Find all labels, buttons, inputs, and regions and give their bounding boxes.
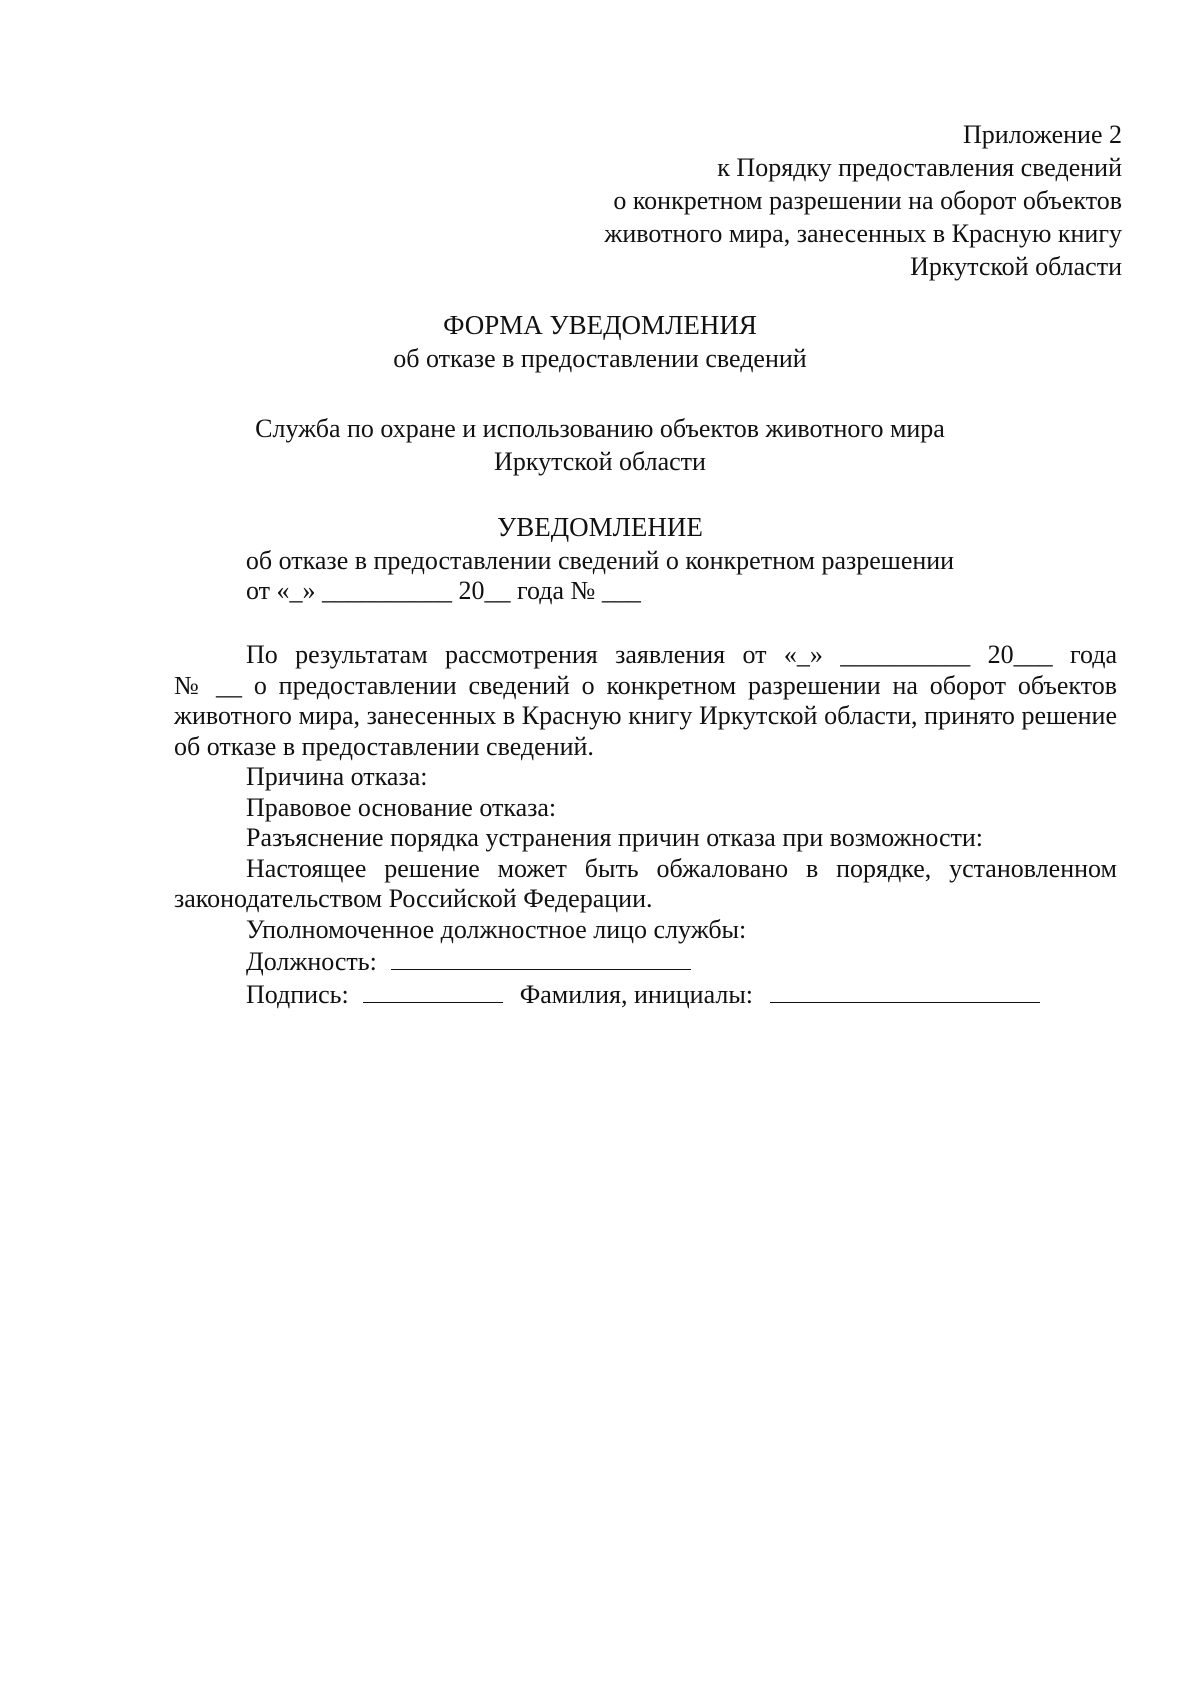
signature-row	[174, 978, 1117, 1011]
appendix-line: Приложение 2	[962, 120, 1122, 149]
refusal-reason: Причина отказа:	[246, 762, 428, 791]
legal-basis: Правовое основание отказа:	[246, 792, 557, 822]
appendix-line: Иркутской области	[910, 252, 1122, 281]
name-label: Фамилия, инициалы:	[519, 979, 754, 1009]
appendix-line: животного мира, занесенных в Красную книгу	[604, 219, 1122, 248]
appendix-header	[604, 118, 1122, 283]
notice-heading: УВЕДОМЛЕНИЕ	[497, 512, 703, 542]
paragraph-first-line: По результатам рассмотрения заявления от «_» __________ 20___ года	[246, 640, 1117, 669]
signature-blank-line	[363, 978, 503, 1003]
appeal-notice: Настоящее решение может быть обжаловано в порядке, установленном законодательством Российской Федерации.	[174, 853, 1117, 913]
notice-title	[0, 510, 1200, 578]
authorized-official: Уполномоченное должностное лицо службы:	[246, 914, 747, 944]
position-row	[174, 945, 1117, 978]
service-name-line: Служба по охране и использованию объектов животного мира	[255, 414, 945, 443]
document-body	[174, 640, 1117, 1010]
notice-subheading: об отказе в предоставлении сведений о конкретном разрешении	[245, 546, 955, 575]
paragraph-continuation: № __ о предоставлении сведений о конкретном разрешении на оборот объектов животного мира, занесенных в Красную книгу Иркутской области, принято решение об отказе в предоставлении сведений.	[174, 670, 1117, 761]
form-title-subheading: об отказе в предоставлении сведений	[393, 344, 807, 373]
service-name-line: Иркутской области	[494, 447, 706, 476]
appendix-line: о конкретном разрешении на оборот объектов	[613, 186, 1122, 215]
form-title	[0, 308, 1200, 376]
name-blank-line	[770, 978, 1040, 1003]
position-label: Должность:	[246, 947, 377, 976]
service-name	[0, 412, 1200, 478]
appendix-line: к Порядку предоставления сведений	[717, 153, 1122, 182]
form-title-heading: ФОРМА УВЕДОМЛЕНИЯ	[443, 310, 757, 340]
clarification: Разъяснение порядка устранения причин отказа при возможности:	[246, 823, 984, 852]
notice-dateline: от «_» __________ 20__ года № ___	[246, 576, 641, 605]
signature-label: Подпись:	[246, 979, 349, 1009]
position-blank-line	[391, 945, 691, 970]
